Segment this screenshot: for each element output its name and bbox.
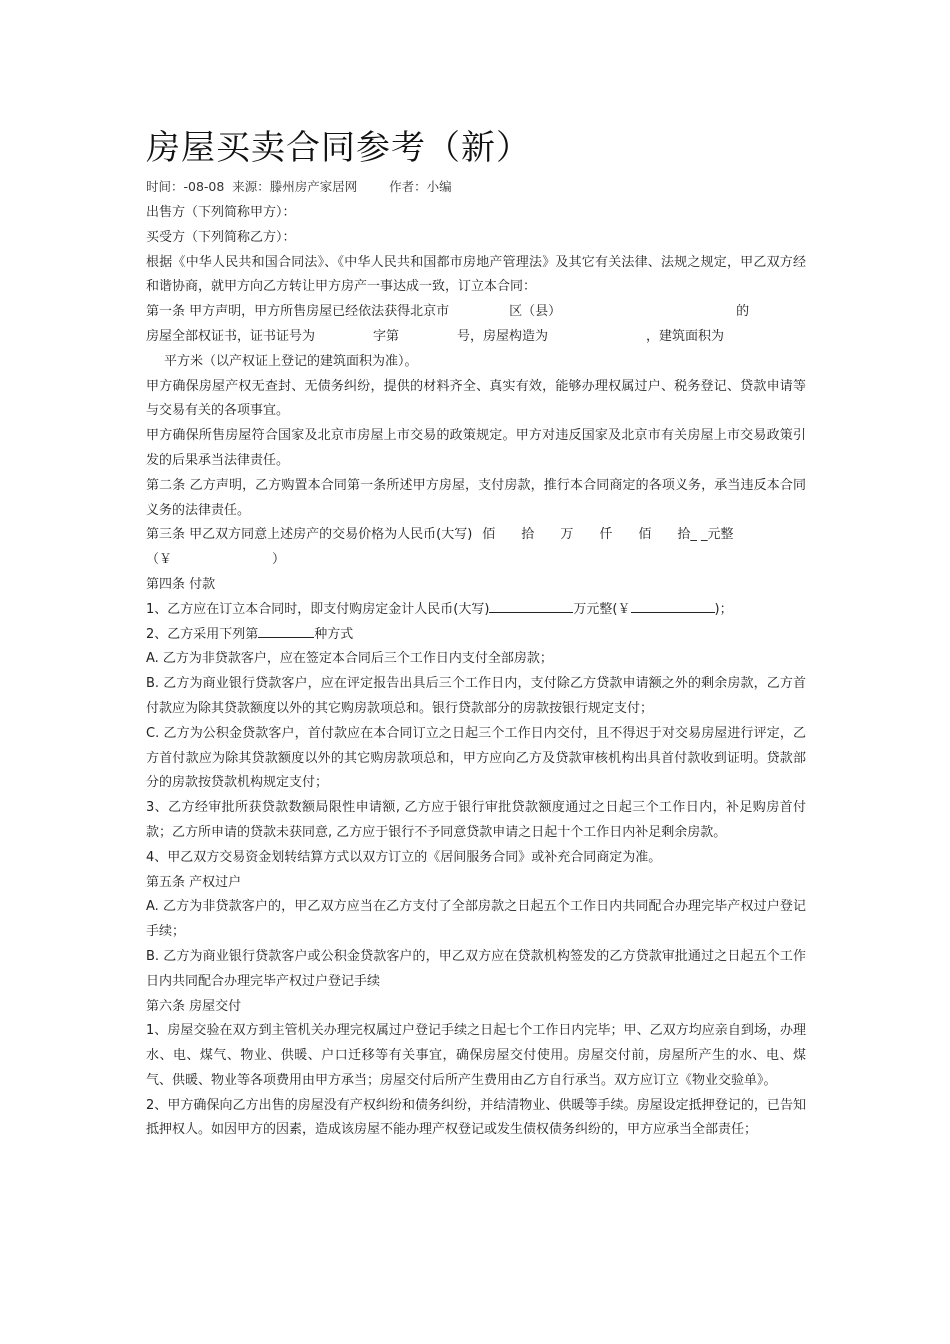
article-6-heading: 第六条 房屋交付 [146, 998, 242, 1014]
article-4-heading: 第四条 付款 [146, 576, 216, 592]
payment-item-3: 3、乙方经审批所获贷款数额局限性申请额, 乙方应于银行审批贷款额度通过之日起三个工作日内，补足购房首付款；乙方所申请的贷款未获同意, 乙方应于银行不予同意贷款申请之日起十个工作日内补足剩余房款。 [146, 800, 806, 840]
payment-item-4: 4、甲乙双方交易资金划转结算方式以双方订立的《居间服务合同》或补充合同商定为准。 [146, 849, 662, 865]
method-blank [258, 623, 314, 638]
buyer-line: 买受方（下列简称乙方）： [146, 229, 296, 245]
article-1: 第一条 甲方声明，甲方所售房屋已经依法获得北京市 区（县） 的 房屋全部权证书，证书证号为 字第 号，房屋构造为 ，建筑面积为 平方米（以产权证上登记的建筑面积为准）。 [146, 304, 750, 369]
transfer-option-a: A. 乙方为非贷款客户的，甲乙双方应当在乙方支付了全部房款之日起五个工作日内共同配合办理完毕产权过户登记手续； [146, 899, 806, 940]
guarantee-1: 甲方确保房屋产权无查封、无债务纠纷，提供的材料齐全、真实有效，能够办理权属过户、税务登记、贷款申请等与交易有关的各项事宜。 [146, 378, 806, 419]
deposit-blank [489, 598, 573, 613]
payment-item-1: 1、乙方应在订立本合同时，即支付购房定金计人民币(大写) 万元整(￥ )； [146, 598, 806, 623]
document-page [146, 125, 806, 1143]
delivery-item-2: 2、甲方确保向乙方出售的房屋没有产权纠纷和债务纠纷，并结清物业、供暖等手续。房屋设定抵押登记的，已告知抵押权人。如因甲方的因素，造成该房屋不能办理产权登记或发生债权债务纠纷的，甲方应承当全部责任； [146, 1097, 806, 1138]
payment-option-a: A. 乙方为非贷款客户，应在签定本合同后三个工作日内支付全部房款； [146, 651, 553, 667]
payment-option-b: B. 乙方为商业银行贷款客户，应在评定报告出具后三个工作日内，支付除乙方贷款申请额之外的剩余房款，乙方首付款应为除其贷款额度以外的其它购房款项总和。银行贷款部分的房款按银行规定支付； [146, 676, 806, 716]
document-meta [146, 177, 806, 197]
article-5-heading: 第五条 产权过户 [146, 874, 242, 890]
meta-source: 来源：滕州房产家居网 [232, 179, 358, 194]
payment-option-c: C. 乙方为公积金贷款客户，首付款应在本合同订立之日起三个工作日内交付，且不得迟于对交易房屋进行评定，乙方首付款应为除其贷款额度以外的其它购房款项总和，甲方应向乙方及贷款审核机构出具首付款收到证明。贷款部分的房款按贷款机构规定支付； [146, 725, 806, 791]
deposit-amount-blank [631, 598, 715, 613]
payment-item-2: 2、乙方采用下列第 种方式 [146, 623, 806, 648]
article-2: 第二条 乙方声明，乙方购置本合同第一条所述甲方房屋，支付房款，推行本合同商定的各项义务，承当违反本合同义务的法律责任。 [146, 477, 806, 518]
guarantee-2: 甲方确保所售房屋符合国家及北京市房屋上市交易的政策规定。甲方对违反国家及北京市有关房屋上市交易政策引发的后果承当法律责任。 [146, 428, 806, 468]
meta-author: 作者：小编 [389, 179, 452, 194]
article-3: 第三条 甲乙双方同意上述房产的交易价格为人民币(大写) 佰 拾 万 仟 佰 拾_ _元整 （￥ ） [146, 527, 734, 568]
seller-line: 出售方（下列简称甲方）： [146, 205, 296, 220]
delivery-item-1: 1、房屋交验在双方到主管机关办理完权属过户登记手续之日起七个工作日内完毕；甲、乙双方均应亲自到场，办理水、电、煤气、物业、供暖、户口迁移等有关事宜，确保房屋交付使用。房屋交付前，房屋所产生的水、电、煤气、供暖、物业等各项费用由甲方承当；房屋交付后所产生费用由乙方自行承当。双方应订立《物业交验单》。 [146, 1023, 806, 1088]
preamble: 根据《中华人民共和国合同法》、《中华人民共和国都市房地产管理法》及其它有关法律、法规之规定，甲乙双方经和谐协商，就甲方向乙方转让甲方房产一事达成一致，订立本合同： [146, 254, 806, 295]
meta-time: 时间：-08-08 [146, 179, 225, 194]
document-title: 房屋买卖合同参考（新） [146, 128, 531, 168]
transfer-option-b: B. 乙方为商业银行贷款客户或公积金贷款客户的，甲乙双方应在贷款机构签发的乙方贷款审批通过之日起五个工作日内共同配合办理完毕产权过户登记手续 [146, 948, 806, 989]
